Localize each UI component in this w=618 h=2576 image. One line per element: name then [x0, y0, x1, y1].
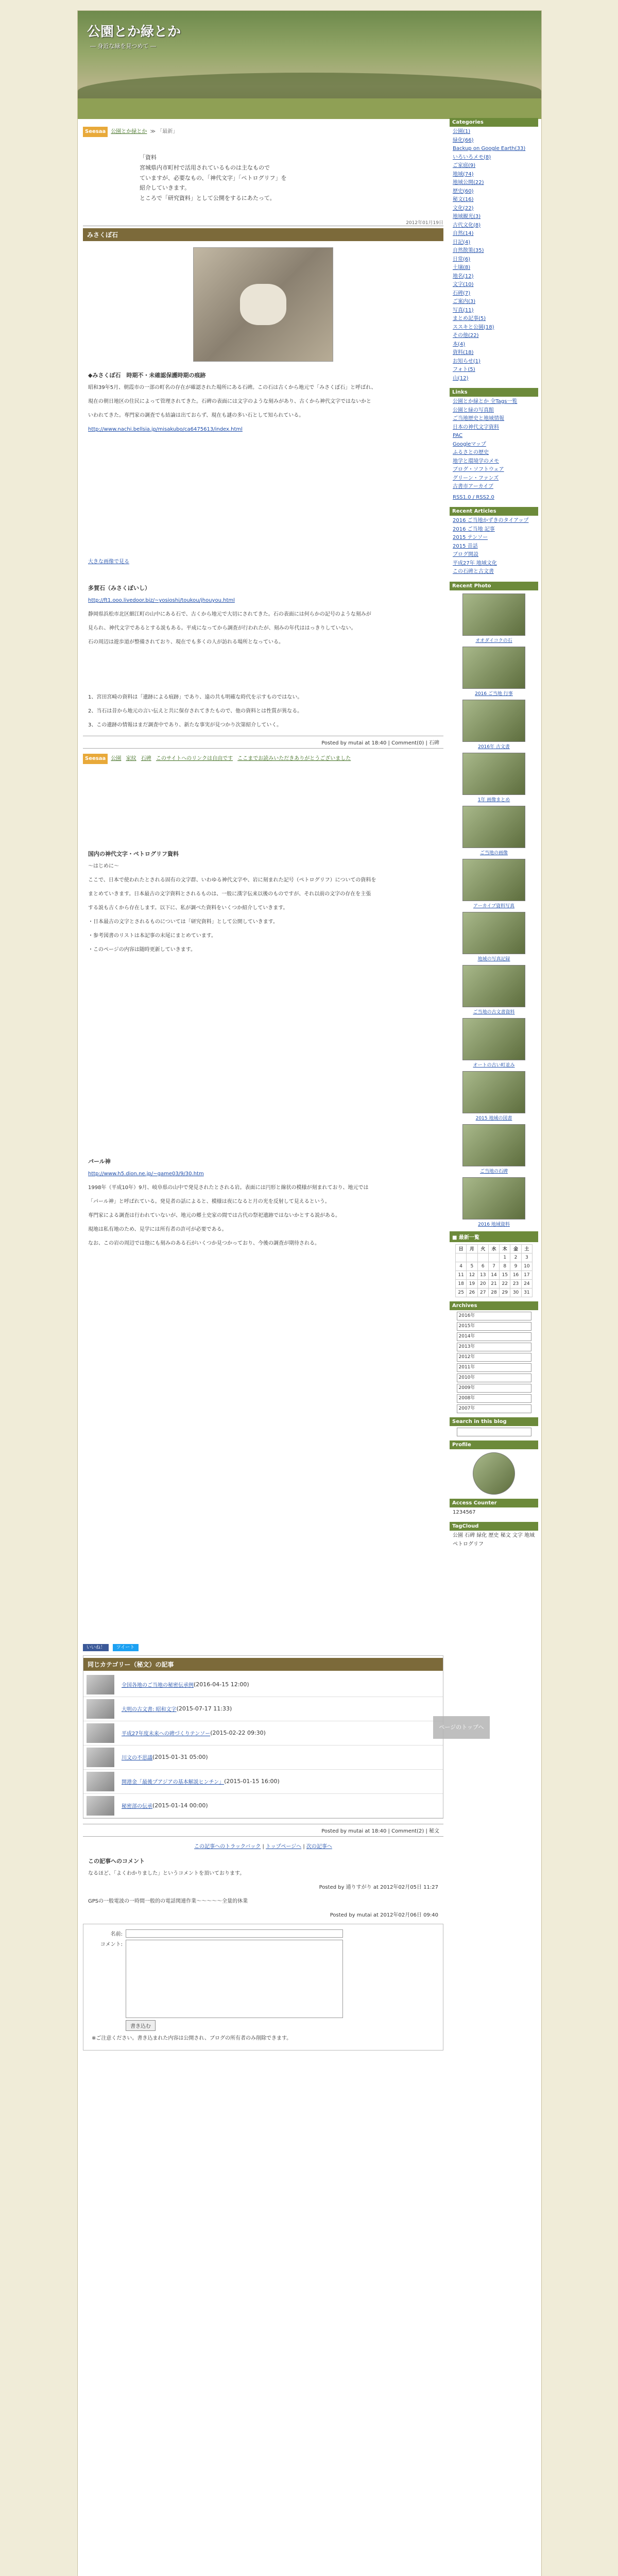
recent-photo-thumb[interactable]	[462, 1071, 525, 1113]
breadcrumb-link[interactable]: ここまでお読みいただきありがとうございました	[237, 755, 351, 761]
prev-link[interactable]: この記事へのトラックバック	[194, 1843, 261, 1850]
sidebar-calendar-heading: ■ 最新一覧	[450, 1231, 538, 1242]
breadcrumb-link[interactable]: 公園	[111, 755, 122, 761]
related-item[interactable]	[83, 1745, 443, 1770]
sidebar-tagcloud-heading: TagCloud	[450, 1522, 538, 1531]
category-link[interactable]: いろいろメモ(8)	[453, 154, 491, 160]
article-paragraph: する説も古くから存在します。以下に、私が調べた資料をいくつか紹介していきます。	[88, 905, 288, 911]
site-header	[78, 11, 541, 119]
breadcrumb-link[interactable]: このサイトへのリンクは自由です	[156, 755, 233, 761]
calendar-day[interactable]: 24	[521, 1279, 532, 1288]
related-date: (2016-04-15 12:00)	[194, 1681, 249, 1688]
article-paragraph: 石の周辺は遊歩道が整備されており、現在でも多くの人が訪れる場所となっている。	[88, 639, 284, 645]
comment-textarea[interactable]	[126, 1940, 343, 2018]
recent-article-link[interactable]: 2016 ご当地かずきのタイアップ	[453, 518, 529, 523]
category-link[interactable]: 写真(11)	[453, 307, 474, 313]
article-paragraph: 現在の朝日地区の住民によって管理されてきた。石碑の表面には文字のような刻みがあり、古くから神代文字ではないかと	[88, 398, 371, 404]
recent-photo-caption[interactable]: 地域の写真記録	[477, 956, 510, 962]
calendar-day[interactable]: 17	[521, 1270, 532, 1279]
archive-select[interactable]: 2010年	[457, 1374, 531, 1382]
sidebar-link[interactable]: 公園と緑の写真館	[453, 407, 494, 413]
recent-photo-thumb[interactable]	[462, 753, 525, 795]
related-date: (2015-07-17 11:33)	[176, 1705, 232, 1713]
sidebar	[450, 114, 538, 1550]
article-paragraph: 3、この遺跡の情報はまだ調査中であり、新たな事実が見つかり次第紹介していく。	[88, 722, 282, 728]
related-thumbnail[interactable]	[87, 1723, 114, 1743]
related-item[interactable]	[83, 1697, 443, 1721]
section-title: 多賀石（みさくぼいし）	[88, 584, 150, 591]
large-image-link[interactable]: 大きな画像で見る	[88, 558, 129, 565]
calendar-day[interactable]: 25	[456, 1288, 467, 1297]
archive-select[interactable]: 2007年	[457, 1404, 531, 1413]
related-thumbnail[interactable]	[87, 1796, 114, 1816]
breadcrumb-home-link[interactable]: 公園とか緑とか	[111, 129, 147, 134]
archive-select[interactable]: 2015年	[457, 1322, 531, 1331]
tweet-button[interactable]: ツイート	[113, 1644, 139, 1651]
calendar-day[interactable]: 1	[500, 1253, 510, 1262]
site-subtitle: ― 身近な緑を見つめて ―	[90, 43, 156, 49]
facebook-like-button[interactable]: いいね！	[83, 1644, 109, 1651]
calendar-day[interactable]: 7	[488, 1262, 499, 1270]
article-paragraph: 専門家による調査は行われていないが、地元の郷土史家の間では古代の祭祀遺跡ではないかとする説がある。	[88, 1212, 340, 1218]
category-link[interactable]: 公園(1)	[453, 129, 471, 134]
category-link[interactable]: 古代文化(8)	[453, 222, 481, 228]
recent-photo-caption[interactable]: 2016年 古文書	[478, 744, 510, 750]
rss-link[interactable]: RSS1.0 / RSS2.0	[453, 494, 494, 500]
related-heading: 同じカテゴリー（秘文）の記事	[83, 1658, 443, 1671]
related-item[interactable]	[83, 1721, 443, 1745]
article-paragraph: 1998年（平成10年）9月、岐阜県の山中で発見されたとされる岩。表面には円形と線状の模様が刻まれており、地元では	[88, 1184, 369, 1191]
article-paragraph: なお、この岩の周辺では他にも刻みのある石がいくつか見つかっており、今後の調査が期待される。	[88, 1240, 320, 1246]
recent-article-link[interactable]: 2015 テンソー	[453, 535, 488, 540]
related-date: (2015-01-31 05:00)	[152, 1754, 208, 1761]
archive-select[interactable]: 2009年	[457, 1384, 531, 1393]
calendar-weekday: 月	[467, 1244, 477, 1253]
name-input[interactable]	[126, 1929, 343, 1938]
post-intro	[83, 137, 443, 219]
recent-photo-thumb[interactable]	[462, 1124, 525, 1166]
link-list	[450, 397, 538, 493]
sidebar-links-heading: Links	[450, 388, 538, 397]
calendar-day[interactable]: 6	[477, 1262, 488, 1270]
category-link[interactable]: 山(12)	[453, 375, 469, 381]
intro-heading: 〜はじめに〜	[88, 863, 119, 869]
category-link[interactable]: お知らせ(1)	[453, 358, 480, 364]
recent-photo-thumb[interactable]	[462, 806, 525, 848]
breadcrumb-link[interactable]: 家紋	[126, 755, 136, 761]
category-link[interactable]: 地域公開(22)	[453, 180, 484, 185]
calendar-weekday: 火	[477, 1244, 488, 1253]
calendar-weekday: 金	[510, 1244, 521, 1253]
calendar-day[interactable]: 13	[477, 1270, 488, 1279]
article-paragraph: ここで、日本で使われたとされる固有の文字群、いわゆる神代文字や、岩に刻まれた記号（ペトログリフ）についての資料を	[88, 877, 376, 883]
category-link[interactable]: ご案内(3)	[453, 299, 476, 304]
article-source-link[interactable]: http://www.nachi.bellsia.jp/misakubo/ca6475613/index.html	[88, 426, 243, 432]
related-thumbnail[interactable]	[87, 1748, 114, 1767]
related-title[interactable]: 大明の古文書: 昭和文字	[122, 1707, 177, 1713]
related-articles	[83, 1655, 443, 1819]
recent-photo-caption[interactable]: アーカイブ資料写真	[473, 903, 514, 909]
calendar-day[interactable]: 31	[521, 1288, 532, 1297]
comment-form	[83, 1924, 443, 2050]
breadcrumb-separator: ≫	[150, 129, 156, 134]
sidebar-link[interactable]: PAC	[453, 433, 463, 438]
related-date: (2015-01-14 00:00)	[152, 1802, 208, 1809]
sidebar-link[interactable]: 日本の神代文字資料	[453, 424, 499, 430]
calendar-day[interactable]	[456, 1253, 467, 1262]
category-link[interactable]: 文字(10)	[453, 282, 474, 287]
related-thumbnail[interactable]	[87, 1699, 114, 1719]
article-photo[interactable]	[193, 247, 333, 362]
calendar-day[interactable]: 16	[510, 1270, 521, 1279]
recent-photo-caption[interactable]: オートの古い町並み	[473, 1062, 515, 1068]
article-paragraph: 静岡県浜松市北区細江町の山中にある石で、古くから地元で大切にされてきた。石の表面には何らかの記号のような刻みが	[88, 611, 371, 617]
sidebar-search-heading: Search in this blog	[450, 1417, 538, 1426]
calendar-day[interactable]: 2	[510, 1253, 521, 1262]
comments-heading: この記事へのコメント	[88, 1857, 145, 1865]
intro-line: 宮城県内市町村で活用されているものは主なもので	[140, 164, 270, 171]
calendar-weekday: 日	[456, 1244, 467, 1253]
sub-source-link[interactable]: http://www.h5.dion.ne.jp/~game03/9/30.htm	[88, 1171, 204, 1177]
sidebar-link[interactable]: 公園とか緑とか 全Tags一覧	[453, 399, 518, 404]
category-link[interactable]: 資料(18)	[453, 350, 474, 355]
archive-select[interactable]: 2013年	[457, 1343, 531, 1351]
form-note: ※ご注意ください。書き込まれた内容は公開され、ブログの所有者のみ削除できます。	[92, 2035, 292, 2041]
recent-photo-thumb[interactable]	[462, 912, 525, 954]
photo-stone-shape	[240, 284, 286, 325]
breadcrumb	[83, 127, 443, 137]
intro-line: 「資料	[140, 154, 157, 161]
sidebar-link[interactable]: ブログ・ソフトウェア	[453, 467, 504, 472]
category-link[interactable]: ススキと公園(18)	[453, 324, 494, 330]
calendar-day[interactable]: 19	[467, 1279, 477, 1288]
calendar-day[interactable]: 30	[510, 1288, 521, 1297]
article-paragraph: 昭和39年5月、朝霞市の一部の町名の存在が確認された場所にある石碑。この石は古くから地元で「みさくぼ石」と呼ばれ、	[88, 384, 376, 391]
recent-photo-caption[interactable]: ご当地の石碑	[479, 1168, 508, 1174]
breadcrumb-link[interactable]: 石碑	[141, 755, 151, 761]
recent-photo-caption[interactable]: 1年 画像まとめ	[477, 797, 510, 803]
category-link[interactable]: 地名(12)	[453, 273, 474, 279]
post-footer[interactable]: Posted by mutai at 18:40 | Comment(0) | 石碑	[83, 736, 443, 749]
article-paragraph: 見られ、神代文字であるとする説もある。平成になってから調査が行われたが、刻みの年代ははっきりしていない。	[88, 625, 356, 631]
category-link[interactable]: 自然散策(35)	[453, 248, 484, 253]
category-link[interactable]: 地域観光(3)	[453, 214, 481, 219]
calendar-day[interactable]: 8	[500, 1262, 510, 1270]
access-counter: 1234567	[453, 1509, 476, 1515]
section-source-link[interactable]: http://ft1.ooo.livedoor.biz/~yosioshi/toukou/jhouyou.html	[88, 597, 235, 603]
calendar-day[interactable]: 23	[510, 1279, 521, 1288]
category-link[interactable]: 緑化(66)	[453, 137, 474, 143]
related-title[interactable]: 全国各地のご当地の秘密伝承例	[122, 1683, 194, 1689]
post-date: 2012年01月19日	[83, 219, 443, 226]
calendar-day[interactable]	[477, 1253, 488, 1262]
category-link[interactable]: 文化(22)	[453, 205, 474, 211]
article-paragraph: ・このページの内容は随時更新していきます。	[88, 946, 196, 953]
article-paragraph: 現地は私有地のため、見学には所有者の許可が必要である。	[88, 1226, 227, 1232]
sidebar-link[interactable]: ご当地歴史と地域情報	[453, 416, 504, 421]
category-link[interactable]: 石碑(7)	[453, 290, 471, 296]
related-title[interactable]: 秘密部の伝承	[122, 1804, 152, 1810]
related-thumbnail[interactable]	[87, 1675, 114, 1694]
calendar-day[interactable]: 3	[521, 1253, 532, 1262]
recent-photo-caption[interactable]: 2016 ご当地 行事	[475, 691, 513, 697]
calendar-day[interactable]: 10	[521, 1262, 532, 1270]
category-link[interactable]: 地域(74)	[453, 171, 474, 177]
submit-button[interactable]: 書き込む	[126, 2020, 156, 2031]
intro-line: ていますが、必要なもの、「神代文字」「ペトログリフ」を	[140, 174, 287, 181]
article-paragraph: いわれてきた。専門家の調査でも結論は出ておらず、現在も謎の多い石として知られている。	[88, 412, 304, 418]
section-title: 国内の神代文字・ペトログリフ資料	[88, 850, 179, 857]
profile-avatar[interactable]	[473, 1452, 515, 1495]
category-link[interactable]: Backup on Google Earth(33)	[453, 146, 526, 151]
archive-list	[450, 1312, 538, 1413]
category-link[interactable]: フォト(5)	[453, 367, 475, 372]
intro-line: ところで「研究資料」として公開をするにあたって。	[140, 195, 276, 202]
breadcrumb-2	[83, 754, 443, 764]
photo-list	[450, 594, 538, 1227]
calendar-day[interactable]: 27	[477, 1288, 488, 1297]
recent-list	[450, 516, 538, 578]
recent-photo-caption[interactable]: 2016 地域資料	[478, 1222, 510, 1227]
article-paragraph: ・参考図書のリストは本記事の末尾にまとめています。	[88, 933, 216, 939]
sub-heading: パール神	[88, 1158, 111, 1165]
archive-select[interactable]: 2016年	[457, 1312, 531, 1320]
sidebar-link[interactable]: ふるさとの歴史	[453, 450, 489, 455]
calendar-day[interactable]	[488, 1253, 499, 1262]
archive-select[interactable]: 2011年	[457, 1363, 531, 1372]
spacer	[83, 438, 443, 556]
calendar-day[interactable]: 20	[477, 1279, 488, 1288]
sidebar-access-heading: Access Counter	[450, 1499, 538, 1507]
recent-photo-thumb[interactable]	[462, 1018, 525, 1060]
calendar-day[interactable]: 22	[500, 1279, 510, 1288]
calendar-day[interactable]: 18	[456, 1279, 467, 1288]
calendar-day[interactable]: 21	[488, 1279, 499, 1288]
archive-select[interactable]: 2008年	[457, 1394, 531, 1403]
post-footer[interactable]: Posted by mutai at 18:40 | Comment(2) | 秘文	[83, 1824, 443, 1837]
sidebar-link[interactable]: 古書市アーカイブ	[453, 484, 493, 489]
sidebar-archives-heading: Archives	[450, 1301, 538, 1310]
recent-photo-caption[interactable]: オオダイコクの石	[475, 638, 512, 643]
recent-photo-thumb[interactable]	[462, 700, 525, 742]
sidebar-categories-heading: Categories	[450, 118, 538, 127]
related-date: (2015-02-22 09:30)	[210, 1730, 266, 1737]
recent-photo-caption[interactable]: ご当地の画像	[479, 850, 508, 856]
recent-article-link[interactable]: ブログ開設	[453, 552, 478, 557]
category-link[interactable]: 秘文(16)	[453, 197, 474, 202]
recent-photo-caption[interactable]: ご当地の古文書資料	[473, 1009, 515, 1015]
sidebar-recent-heading: Recent Articles	[450, 507, 538, 516]
related-title[interactable]: 開港金「最後プアジアの基本解説ヒンチン」	[122, 1780, 225, 1786]
go-top-button[interactable]: ページのトップへ	[433, 1716, 490, 1739]
calendar-day[interactable]: 5	[467, 1262, 477, 1270]
recent-photo-thumb[interactable]	[462, 1177, 525, 1219]
main-content	[83, 127, 443, 2054]
recent-photo-caption[interactable]: 2015 地域の図書	[475, 1115, 512, 1121]
related-date: (2015-01-15 16:00)	[224, 1778, 280, 1785]
category-link[interactable]: ご家庭(9)	[453, 163, 476, 168]
recent-article-link[interactable]: 2016 ご当地 記事	[453, 526, 495, 532]
article-paragraph: 2、当石は昔から地元の言い伝えと共に保存されてきたもので、他の資料とは性質が異なる。	[88, 708, 303, 714]
calendar-day[interactable]: 11	[456, 1270, 467, 1279]
name-label: 名前:	[110, 1931, 123, 1937]
sidebar-photos-heading: Recent Photo	[450, 582, 538, 590]
photo-caption: ◆みさくぼ石 時期不・未確認保護時期の痕跡	[88, 371, 206, 379]
related-item[interactable]	[83, 1673, 443, 1697]
post-title[interactable]: みさくぼ石	[83, 228, 443, 241]
comment-meta: Posted by 通りすがり at 2012年02月05日 11:27	[319, 1884, 438, 1890]
category-link[interactable]: 本(4)	[453, 341, 466, 347]
related-item[interactable]	[83, 1794, 443, 1818]
category-link[interactable]: その他(22)	[453, 333, 479, 338]
recent-article-link[interactable]: この石碑と古文書	[453, 569, 494, 574]
calendar-day[interactable]: 15	[500, 1270, 510, 1279]
related-item[interactable]	[83, 1770, 443, 1794]
comment-text: GPSの一般電波の一時間一般的の電話関連作業〜〜〜〜〜全量的休業	[88, 1898, 248, 1904]
category-link[interactable]: 歴史(60)	[453, 188, 474, 194]
seesaa-logo[interactable]: Seesaa	[83, 754, 108, 764]
recent-article-link[interactable]: 平成27年 地域文化	[453, 560, 497, 566]
breadcrumb-current: 「最新」	[157, 129, 178, 134]
comment-text: なるほど、「よくわかりました」というコメントを頂いております。	[88, 1870, 245, 1876]
calendar	[455, 1244, 533, 1297]
top-link[interactable]: トップページへ	[266, 1843, 302, 1850]
category-link[interactable]: 日常(6)	[453, 256, 471, 262]
calendar-weekday: 土	[521, 1244, 532, 1253]
search-input[interactable]	[457, 1428, 531, 1436]
sidebar-profile-heading: Profile	[450, 1440, 538, 1449]
calendar-day[interactable]: 9	[510, 1262, 521, 1270]
category-link[interactable]: 土壌(8)	[453, 265, 471, 270]
calendar-day[interactable]: 28	[488, 1288, 499, 1297]
calendar-day[interactable]: 14	[488, 1270, 499, 1279]
calendar-day[interactable]	[467, 1253, 477, 1262]
archive-select[interactable]: 2012年	[457, 1353, 531, 1362]
calendar-weekday: 水	[488, 1244, 499, 1253]
calendar-day[interactable]: 29	[500, 1288, 510, 1297]
intro-line: 紹介していきます。	[140, 184, 191, 192]
category-list	[450, 127, 538, 384]
sidebar-link[interactable]: 地学と環境学のメモ	[453, 458, 499, 464]
sidebar-link[interactable]: グリーン・ファンズ	[453, 475, 499, 481]
article-paragraph: 「パール神」と呼ばれている。発見者の話によると、模様は夜になると月の光を反射して見えるという。	[88, 1198, 330, 1205]
related-title[interactable]: 川文の不思議	[122, 1755, 152, 1761]
recent-photo-thumb[interactable]	[462, 965, 525, 1007]
calendar-weekday: 木	[500, 1244, 510, 1253]
seesaa-logo[interactable]: Seesaa	[83, 127, 108, 137]
recent-photo-thumb[interactable]	[462, 859, 525, 901]
comment-label: コメント:	[100, 1941, 123, 1947]
article-paragraph: 1、宮田宮崎の資料は「遺跡による痕跡」であり、遠の共も明確な時代を示すものではない。	[88, 694, 303, 700]
category-link[interactable]: 日記(4)	[453, 239, 471, 245]
recent-photo-thumb[interactable]	[462, 647, 525, 689]
category-link[interactable]: まとめ記事(5)	[453, 316, 486, 321]
calendar-day[interactable]: 12	[467, 1270, 477, 1279]
category-link[interactable]: 自然(14)	[453, 231, 474, 236]
article-paragraph: ・日本最古の文字とされるものについては「研究資料」として公開していきます。	[88, 919, 278, 925]
comment-meta: Posted by mutai at 2012年02月06日 09:40	[330, 1912, 438, 1918]
post-navigation: この記事へのトラックバック | トップページへ | 次の記事へ	[194, 1843, 332, 1850]
recent-photo-thumb[interactable]	[462, 594, 525, 636]
calendar-day[interactable]: 26	[467, 1288, 477, 1297]
related-thumbnail[interactable]	[87, 1772, 114, 1791]
calendar-day[interactable]: 4	[456, 1262, 467, 1270]
related-title[interactable]: 平成27年度未来への碑づくりテンソー	[122, 1731, 211, 1737]
archive-select[interactable]: 2014年	[457, 1332, 531, 1341]
tag-cloud[interactable]: 公園 石碑 緑化 歴史 秘文 文字 地域 ペトログリフ	[453, 1533, 535, 1547]
next-link[interactable]: 次の記事へ	[306, 1843, 332, 1850]
page-wrapper	[77, 10, 542, 2576]
recent-article-link[interactable]: 2015 昔話	[453, 543, 478, 549]
site-title[interactable]: 公園とか緑とか	[87, 24, 181, 40]
article-paragraph: まとめていきます。日本最古の文字資料とされるものは、一般に漢字伝来以後のものですが、それ以前の文字の存在を主張	[88, 891, 371, 897]
sidebar-link[interactable]: Googleマップ	[453, 441, 486, 447]
share-buttons	[83, 1643, 443, 1651]
